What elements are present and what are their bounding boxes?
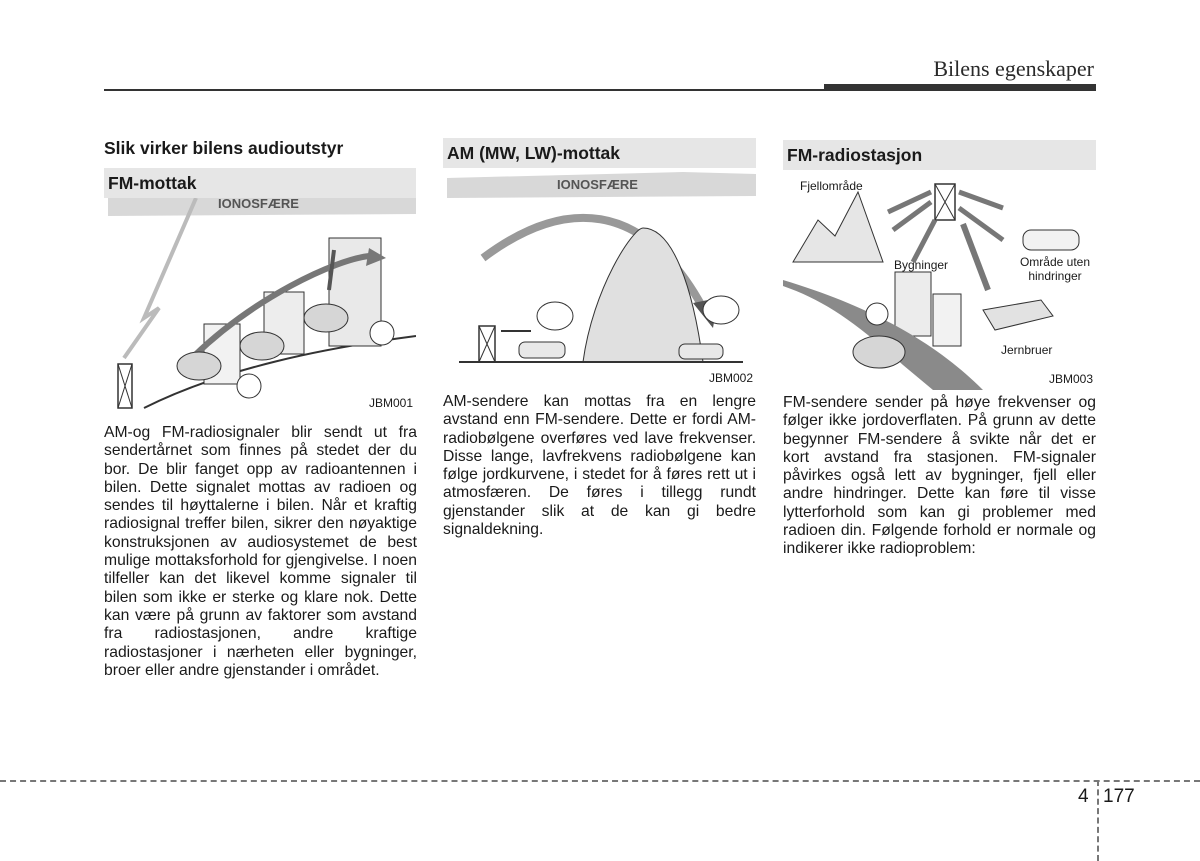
middle-body-text: AM-sendere kan mottas fra en lengre avstand enn FM-sendere. Dette er fordi AM-radiobølgene overføres ved lave frekvenser. Disse lange, lavfrekvens radiobølgene kan følge jordkurvene, i stedet for å føres rett ut i atmosfæren. De føres i tillegg rundt gjenstander slik at de kan gi bedre signaldekning.: [443, 393, 756, 539]
page-number: 177: [1103, 786, 1135, 807]
ionosphere-label: IONOSFÆRE: [218, 196, 299, 211]
mountain-label: Fjellområde: [800, 179, 863, 193]
page-header-title: Bilens egenskaper: [933, 56, 1094, 81]
figure-title: FM-mottak: [104, 168, 416, 198]
buildings-label: Bygninger: [894, 258, 949, 272]
fm-station-figure: [783, 140, 1096, 390]
am-reception-illustration: [443, 138, 756, 389]
section-heading: Slik virker bilens audioutstyr: [104, 138, 344, 158]
figure-code: JBM001: [368, 396, 413, 410]
header-rule: [104, 89, 1096, 91]
left-body-text: AM-og FM-radiosignaler blir sendt ut fra sendertårnet som finnes på stedet der du bor. De blir fanget opp av radioantennen i bilen. Dette signalet mottas av radioen og sendes til høyttalerne i bilen. Når et kraftig radiosignal treffer bilen, sikrer den nøyaktige konstruksjonen av audiosystemet de best mulige mottaksforhold for gjengivelse. I noen tilfeller kan det likevel komme signaler til bilen som ikke er sterke og klare nok. Dette kan være på grunn av faktorer som avstand fra radiostasjonen, andre kraftige radiostasjoner i nærheten eller bygninger, broer eller andre gjenstander i området.: [104, 424, 417, 679]
figure-code: JBM002: [708, 371, 753, 385]
am-reception-figure: [443, 138, 756, 389]
figure-title: AM (MW, LW)-mottak: [443, 138, 756, 168]
fm-reception-figure: [104, 168, 416, 414]
footer-rule: [0, 780, 1200, 782]
ionosphere-label: IONOSFÆRE: [557, 177, 638, 192]
figure-code: JBM003: [1048, 372, 1093, 386]
figure-title: FM-radiostasjon: [783, 140, 1096, 170]
right-body-text: FM-sendere sender på høye frekvenser og følger ikke jordoverflaten. På grunn av dette begynner FM-sendere å svikte når det er kort avstand fra stasjonen. FM-signaler påvirkes også lett av bygninger, fjell eller andre hindringer. Dette kan føre til visse lytterforhold som kan gi problemer med radioen din. Følgende forhold er normale og indikerer ikke radioproblem:: [783, 394, 1096, 558]
bridge-label: Jernbruer: [1001, 343, 1053, 357]
open-area-label: Område uten hindringer: [1019, 255, 1091, 283]
chapter-number: 4: [1078, 786, 1089, 807]
footer-separator: [1097, 780, 1099, 861]
